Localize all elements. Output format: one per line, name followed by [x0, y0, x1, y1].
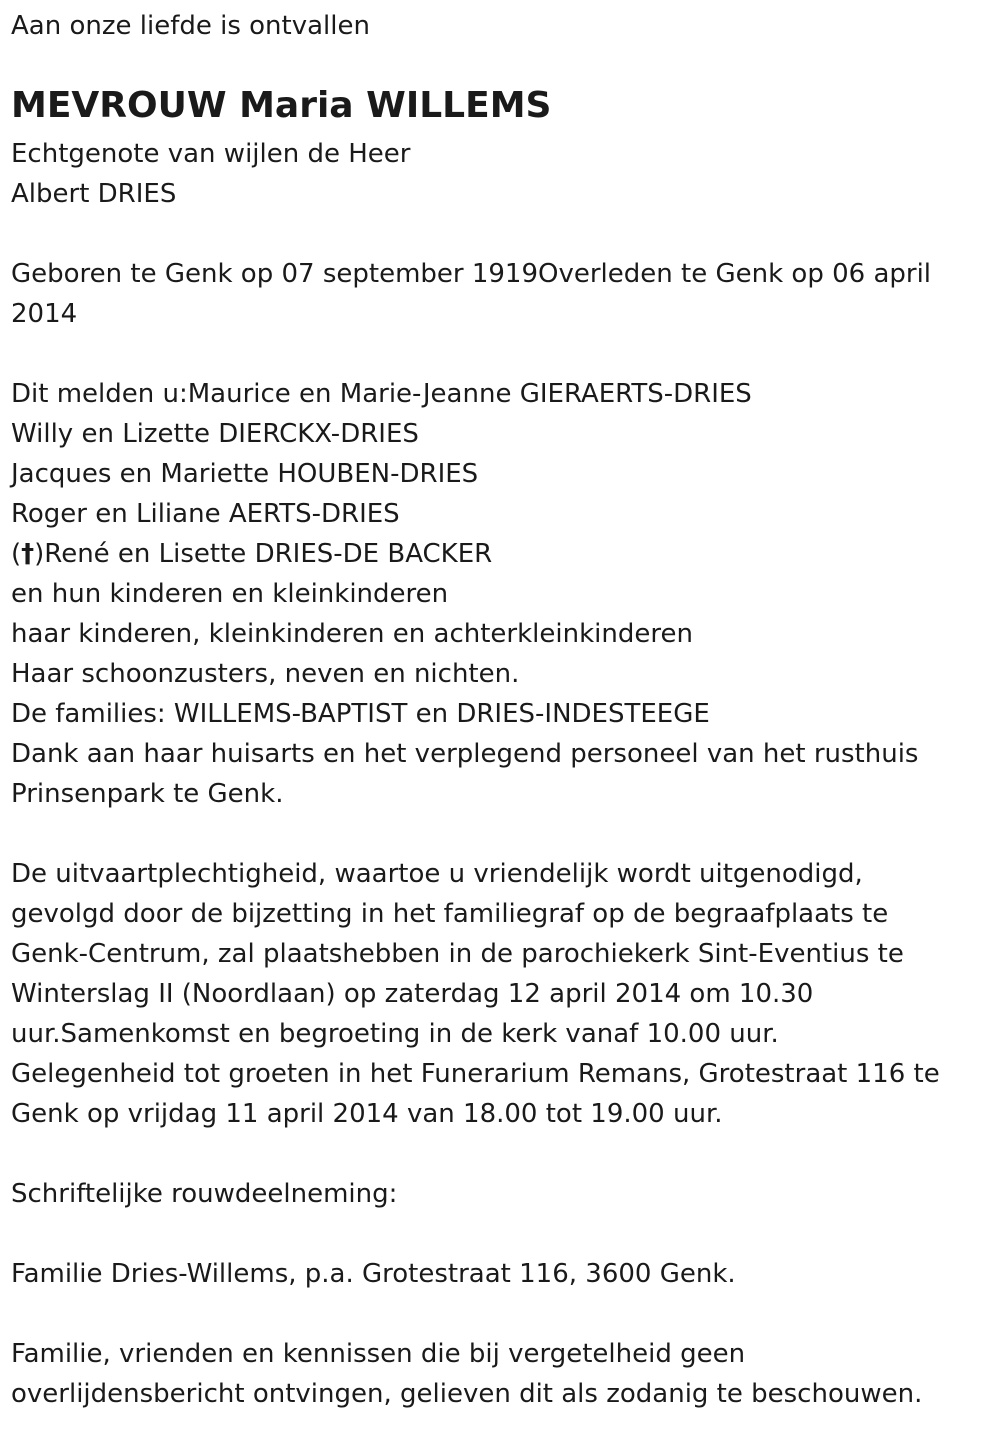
ceremony-line: gevolgd door de bijzetting in het familiegraf op de begraafplaats te: [11, 899, 889, 929]
announcer-line: Jacques en Mariette HOUBEN-DRIES: [11, 459, 479, 489]
spouse-block: [11, 134, 410, 214]
closing-block: [11, 1334, 922, 1414]
ceremony-line: Genk op vrijdag 11 april 2014 van 18.00 tot 19.00 uur.: [11, 1099, 723, 1129]
paren-open: (: [11, 539, 22, 569]
family-address: Familie Dries-Willems, p.a. Grotestraat 116, 3600 Genk.: [11, 1259, 736, 1289]
announcer-line: Roger en Liliane AERTS-DRIES: [11, 499, 400, 529]
announcer-line: en hun kinderen en kleinkinderen: [11, 579, 449, 609]
announcer-line: Dit melden u:Maurice en Marie-Jeanne GIERAERTS-DRIES: [11, 379, 752, 409]
announcer-line: De families: WILLEMS-BAPTIST en DRIES-INDESTEEGE: [11, 699, 710, 729]
deceased-name: MEVROUW Maria WILLEMS: [11, 85, 552, 126]
announcer-line: Dank aan haar huisarts en het verplegend personeel van het rusthuis: [11, 739, 919, 769]
spouse-line-1: Echtgenote van wijlen de Heer: [11, 139, 411, 169]
announcer-line: haar kinderen, kleinkinderen en achterkleinkinderen: [11, 619, 693, 649]
dates-line-1: Geboren te Genk op 07 september 1919Overleden te Genk op 06 april: [11, 259, 932, 289]
cross-icon: †: [21, 539, 35, 569]
ceremony-line: Gelegenheid tot groeten in het Funerarium Remans, Grotestraat 116 te: [11, 1059, 940, 1089]
announcer-line-deceased: [11, 534, 918, 574]
condolence-heading: Schriftelijke rouwdeelneming:: [11, 1179, 398, 1209]
ceremony-line: De uitvaartplechtigheid, waartoe u vriendelijk wordt uitgenodigd,: [11, 859, 863, 889]
closing-line-2: overlijdensbericht ontvingen, gelieven dit als zodanig te beschouwen.: [11, 1379, 923, 1409]
ceremony-line: Genk-Centrum, zal plaatshebben in de parochiekerk Sint-Eventius te: [11, 939, 904, 969]
ceremony-line: Winterslag II (Noordlaan) op zaterdag 12 april 2014 om 10.30: [11, 979, 814, 1009]
intro-text: Aan onze liefde is ontvallen: [11, 11, 370, 41]
ceremony-block: [11, 854, 940, 1134]
announcer-deceased-name: )René en Lisette DRIES-DE BACKER: [34, 539, 493, 569]
closing-line-1: Familie, vrienden en kennissen die bij vergetelheid geen: [11, 1339, 746, 1369]
dates-line-2: 2014: [11, 299, 78, 329]
announcers-block: [11, 374, 918, 814]
ceremony-line: uur.Samenkomst en begroeting in de kerk vanaf 10.00 uur.: [11, 1019, 779, 1049]
announcer-line: Willy en Lizette DIERCKX-DRIES: [11, 419, 419, 449]
announcer-line: Haar schoonzusters, neven en nichten.: [11, 659, 520, 689]
spouse-line-2: Albert DRIES: [11, 179, 177, 209]
dates-block: [11, 254, 931, 334]
announcer-line: Prinsenpark te Genk.: [11, 779, 284, 809]
